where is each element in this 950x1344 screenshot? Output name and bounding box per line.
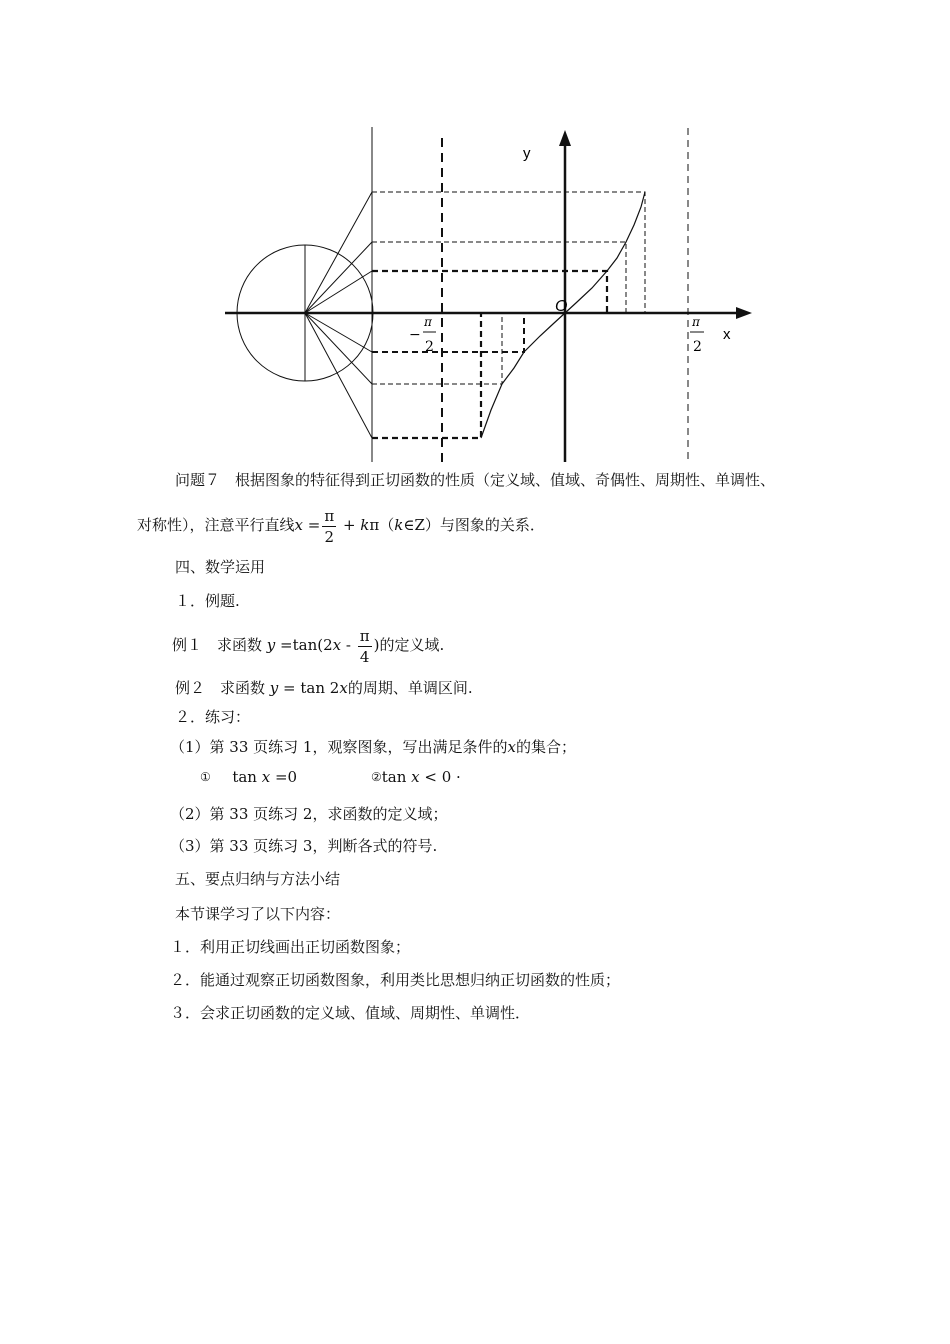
svg-text:π: π <box>424 315 432 329</box>
example-2: 例２ 求函数 y = tan 2x的周期、单调区间. <box>175 679 473 697</box>
neg-half-pi-label <box>409 315 436 355</box>
practice-2: （2）第 33 页练习 2，求函数的定义域； <box>170 805 448 823</box>
practice-1: （1）第 33 页练习 1，观察图象，写出满足条件的x的集合； <box>170 738 576 756</box>
summary-item-2: ２．能通过观察正切函数图象，利用类比思想归纳正切函数的性质； <box>170 971 621 989</box>
practice-title: ２．练习： <box>175 708 251 726</box>
svg-text:π: π <box>692 315 700 329</box>
tangent-graph-figure <box>0 0 950 470</box>
pos-half-pi-label <box>690 315 704 355</box>
question-7-line-2: 对称性），注意平行直线x = $\frac{\pi}{2}$ + kπ（k∈Z）与图象的关系． <box>137 506 545 546</box>
tangent-curve <box>481 192 645 438</box>
section-4-title: 四、数学运用 <box>175 558 266 576</box>
section-5-title: 五、要点归纳与方法小结 <box>175 870 341 888</box>
svg-text:2: 2 <box>425 339 434 355</box>
practice-1-condition-1: ① tan x =0 <box>200 768 298 786</box>
projection-lines-upper <box>372 192 645 313</box>
y-axis-arrow <box>559 130 571 146</box>
half-pi-fraction: $\frac{\pi}{2}$ <box>324 506 335 546</box>
x-axis-arrow <box>736 307 752 319</box>
practice-1-condition-2: ②tan x < 0 · <box>371 768 461 786</box>
section-5-intro: 本节课学习了以下内容： <box>175 905 341 923</box>
projection-lines-lower <box>372 313 524 438</box>
example-1: 例１ 求函数 y =tan(2x - $\frac{\pi}{4}$ )的定义域. <box>172 626 445 666</box>
question-7-line-1: 问题７ 根据图象的特征得到正切函数的性质（定义域、值域、奇偶性、周期性、单调性、 <box>175 471 776 489</box>
svg-text:−: − <box>409 327 421 343</box>
origin-label: O <box>555 298 568 315</box>
quarter-pi-fraction: $\frac{\pi}{4}$ <box>359 626 370 666</box>
svg-text:2: 2 <box>693 339 702 355</box>
practice-3: （3）第 33 页练习 3，判断各式的符号. <box>170 837 438 855</box>
summary-item-1: １．利用正切线画出正切函数图象； <box>170 938 411 956</box>
section-4-item-1: １．例题. <box>175 592 240 610</box>
x-axis-label: x <box>723 326 731 343</box>
y-axis-label: y <box>523 145 531 162</box>
summary-item-3: ３．会求正切函数的定义域、值域、周期性、单调性． <box>170 1004 531 1022</box>
tangent-rays <box>305 192 372 438</box>
